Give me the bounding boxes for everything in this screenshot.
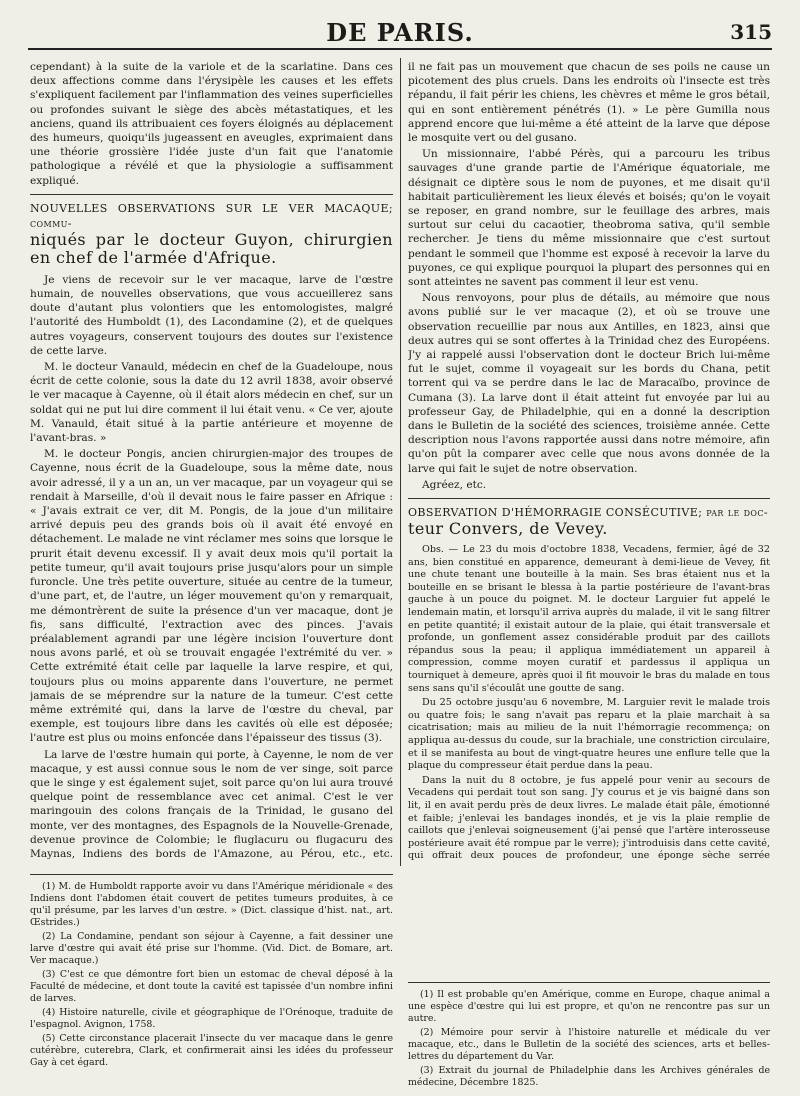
paragraph: il ne fait pas un mouvement que chacun de ses poils ne cause un picotement des plus cruels. Dans les endroits où l'insecte est très répandu, il fait périr les chiens, les chèvres et même le gros bétail, qui en sont entièrement pénétrés (1). » Le père Gumilla nous apprend encore que lui-même a été atteint de la larve que dépose le mosquite vert ou del gusano. <box>408 61 770 145</box>
section-title-line2: niqués par le docteur Guyon, chirurgien en chef de l'armée d'Afrique. <box>30 229 393 267</box>
footnotes-right <box>408 982 770 1089</box>
section2-title-line1: OBSERVATION D'HÉMORRAGIE CONSÉCUTIVE; par le doc- <box>408 506 769 520</box>
closing-line: Agréez, etc. <box>422 478 487 491</box>
footnote: (3) C'est ce que démontre fort bien un estomac de cheval déposé à la Faculté de médecine, et dont toute la cavité est tapissée d'un nombre infini de larves. <box>30 969 393 1004</box>
paragraph: M. le docteur Vanauld, médecin en chef de la Guadeloupe, nous écrit de cette colonie, sous la date du 12 avril 1838, avoir observé le ver macaque à Cayenne, où il était alors médecin en chef, sur un soldat qui ne put lui dire comment il lui était venu. « Ce ver, ajoute M. Vanauld, était situé à la partie antérieure et moyenne de l'avant-bras. » <box>30 361 393 445</box>
paragraph: Je viens de recevoir sur le ver macaque, larve de l'œstre humain, de nouvelles observations, que vous accueillerez sans doute d'autant plus volontiers que les entomologistes, malgré l'autorité des Humboldt (1), des Lacondamine (2), et de quelques autres voyageurs, conservent toujours des doutes sur l'existence de cette larve. <box>30 273 393 357</box>
footnote: (1) Il est probable qu'en Amérique, comme en Europe, chaque animal a une espèce d'œstre qui lui est propre, et qu'on ne rencontre pas sur un autre. <box>408 989 770 1024</box>
paragraph: Obs. — Le 23 du mois d'octobre 1838, Vecadens, fermier, âgé de 32 ans, bien constitué en apparence, demeurant à demi-lieue de Vevey, fit une chute tenant une bouteille à la main. Ses bras étaient nus et la bouteille en se brisant le blessa à la partie postérieure de l'avant-bras gauche à un pouce du poignet. M. le docteur Larguier fut appelé le lendemain matin, et lorsqu'il arriva auprès du malade, il vit le sang filtrer en petite quantité; il existait autour de la plaie, qui était transversale et profonde, un gonflement assez considérable produit par des caillots répandus sous la peau; il appliqua immédiatement un appareil à compression, comme moyen curatif et pardessus il appliqua un tourniquet à demeure, après quoi il fit mouvoir le bras du malade en tous sens sans qu'il s'écoulât une goutte de sang. <box>408 544 770 694</box>
footnote: (5) Cette circonstance placerait l'insecte du ver macaque dans le genre cutérèbre, cuterebra, Clark, et confirmerait ainsi les idées du professeur Gay à cet égard. <box>30 1033 393 1068</box>
right-column <box>408 60 770 860</box>
footnote: (2) Mémoire pour servir à l'histoire naturelle et médicale du ver macaque, etc., dans le Bulletin de la société des sciences, arts et belles-lettres du département du Var. <box>408 1027 770 1062</box>
footnote: (3) Extrait du journal de Philadelphie dans les Archives générales de médecine, Décembre 1825. <box>408 1065 770 1088</box>
page-number: 315 <box>730 20 772 44</box>
footnotes-left <box>30 874 393 1091</box>
footnote: (2) La Condamine, pendant son séjour à Cayenne, a fait dessiner une larve d'œstre qui avait été prise sur l'homme. (Vid. Dict. de Bomare, art. Ver macaque.) <box>30 931 393 966</box>
paragraph: La larve de l'œstre humain qui porte, à Cayenne, le nom de ver macaque, y est aussi connue sous le nom de ver singe, soit parce que le singe y est également sujet, soit parce qu'on lui aura trouvé quelque point de ressemblance avec cet animal. C'est le ver maringouin des colons français de la Trinidad, le gusano del monte, ver des montagnes, des Espagnols de la Nouvelle-Grenade, devenue province de Colombie; le fluglacuru ou flugacuru des Maynas, Indiens des bords de l'Amazone, au Pérou, etc., etc. <box>30 748 393 860</box>
paragraph: Du 25 octobre jusqu'au 6 novembre, M. Larguier revit le malade trois ou quatre fois; le sang n'avait pas reparu et la plaie marchait à sa cicatrisation; mais au milieu de la nuit l'hémorragie recommença; on appliqua au-dessus du coude, sur la brachiale, une constriction circulaire, et il se manifesta au bout de vingt-quatre heures une enflure telle que la plaque du compresseur était perdue dans la peau. <box>408 697 770 772</box>
section-title-line1: NOUVELLES OBSERVATIONS SUR LE VER MACAQUE; commu- <box>30 201 393 230</box>
paragraph: Dans la nuit du 8 octobre, je fus appelé pour venir au secours de Vecadens qui perdait tout son sang. J'y courus et je vis baigné dans son lit, il en avait perdu près de deux livres. Le malade était pâle, émotionné et faible; j'enlevai les bandages inondés, et je vis la plaie remplie de caillots que j'enlevai soigneusement (j'ai pensé que l'artère interosseuse postérieure avait été rompue par le verre); j'introduisis dans cette cavité, qui offrait deux pouces de profondeur, une éponge sèche serrée <box>408 774 770 860</box>
paragraph: Nous renvoyons, pour plus de détails, au mémoire que nous avons publié sur le ver macaque (2), et où se trouve une observation recueillie par nous aux Antilles, en 1823, ainsi que deux autres qui se sont offertes à la Trinidad chez des Européens. J'y ai rappelé aussi l'observation dont le docteur Brich lui-même fut le sujet, comme il voyageait sur les bords du Chana, petit torrent qui va se perdre dans le lac de Maracaïbo, province de Cumana (3). La larve dont il était atteint fut envoyée par lui au professeur Gay, de Philadelphie, qui en a donné la description dans le Bulletin de la société des sciences, troisième année. Cette description nous l'avons rapportée aussi dans notre mémoire, afin qu'on pût la comparer avec celle que nous avons donnée de la larve qui fait le sujet de notre observation. <box>408 292 770 475</box>
section-title-ver-macaque <box>30 194 393 267</box>
paragraph: Un missionnaire, l'abbé Pérès, qui a parcouru les tribus sauvages d'une grande partie de l'Amérique équatoriale, me désignait ce diptère sous le nom de puyones, et me disait qu'il habitait particulièrement les lieux élevés et boisés; qu'on le voyait se reposer, en grand nombre, sur le feuillage des arbres, mais surtout sur celui du cacaotier, theobroma sativa, qu'il semble rechercher. Je tiens du même missionnaire que c'est surtout pendant le sommeil que l'homme est exposé à recevoir la larve du puyones, ce qui explique pourquoi la plupart des personnes qui en sont atteintes ne savent pas comment il leur est venu. <box>408 148 770 289</box>
column-divider <box>400 58 401 866</box>
paragraph: M. le docteur Pongis, ancien chirurgien-major des troupes de Cayenne, nous écrit de la Guadeloupe, sous la même date, nous avoir adressé, il y a un an, un ver macaque, par un voyageur qui se rendait à Marseille, d'où il devait nous le faire passer en Afrique : « J'avais extrait ce ver, dit M. Pongis, de la joue d'un militaire arrivé depuis peu des grands bois où il avait été envoyé en détachement. Le malade ne vint réclamer mes soins que lorsque le prurit était devenu excessif. Il y avait deux mois qu'il portait la petite tumeur, qu'il avait toujours prise jusqu'alors pour un simple furoncle. Une très petite ouverture, située au centre de la tumeur, d'une part, et, de l'autre, un léger mouvement qu'on y remarquait, me démontrèrent de suite la présence d'un ver macaque, dont je fis, sans difficulté, l'extraction avec des pinces. J'avais préalablement agrandi par une légère incision l'ouverture dont nous avons parlé, et où se trouvait engagée l'extrémité du ver. » Cette extrémité était celle par laquelle la larve respire, et qui, toujours plus ou moins apparente dans l'ouverture, ne permet jamais de se méprendre sur la nature de la tumeur. C'est cette même extrémité qui, dans la larve de l'œstre du cheval, par exemple, est toujours libre dans les cavités où elle est déposée; l'autre est plus ou moins enfoncée dans l'épaisseur des tissus (3). <box>30 448 393 745</box>
intro-paragraph: cependant) à la suite de la variole et de la scarlatine. Dans ces deux affections comme dans l'érysipèle les causes et les effets s'expliquent facilement par l'inflammation des veines superficielles ou profondes suivant le siège des abcès métastatiques, et les anciens, quand ils attribuaient ces foyers éloignés au déplacement des humeurs, quoiqu'ils jugeassent en aveugles, exprimaient dans une théorie grossière l'idée juste d'un fait que l'anatomie pathologique a révélé et que la physiologie a suffisamment expliqué. <box>30 61 393 187</box>
footnote: (1) M. de Humboldt rapporte avoir vu dans l'Amérique méridionale « des Indiens dont l'abdomen était couvert de petites tumeurs produites, à ce qu'il présume, par les larves d'un œstre. » (Dict. classique d'hist. nat., art. Œstrides.) <box>30 881 393 928</box>
section-title-hemorragie <box>408 498 770 538</box>
page-header <box>28 18 772 50</box>
section2-title-line2: teur Convers, de Vevey. <box>408 519 608 539</box>
left-column <box>30 60 393 860</box>
page-title: DE PARIS. <box>326 18 474 47</box>
footnote: (4) Histoire naturelle, civile et géographique de l'Orénoque, traduite de l'espagnol. Avignon, 1758. <box>30 1007 393 1030</box>
